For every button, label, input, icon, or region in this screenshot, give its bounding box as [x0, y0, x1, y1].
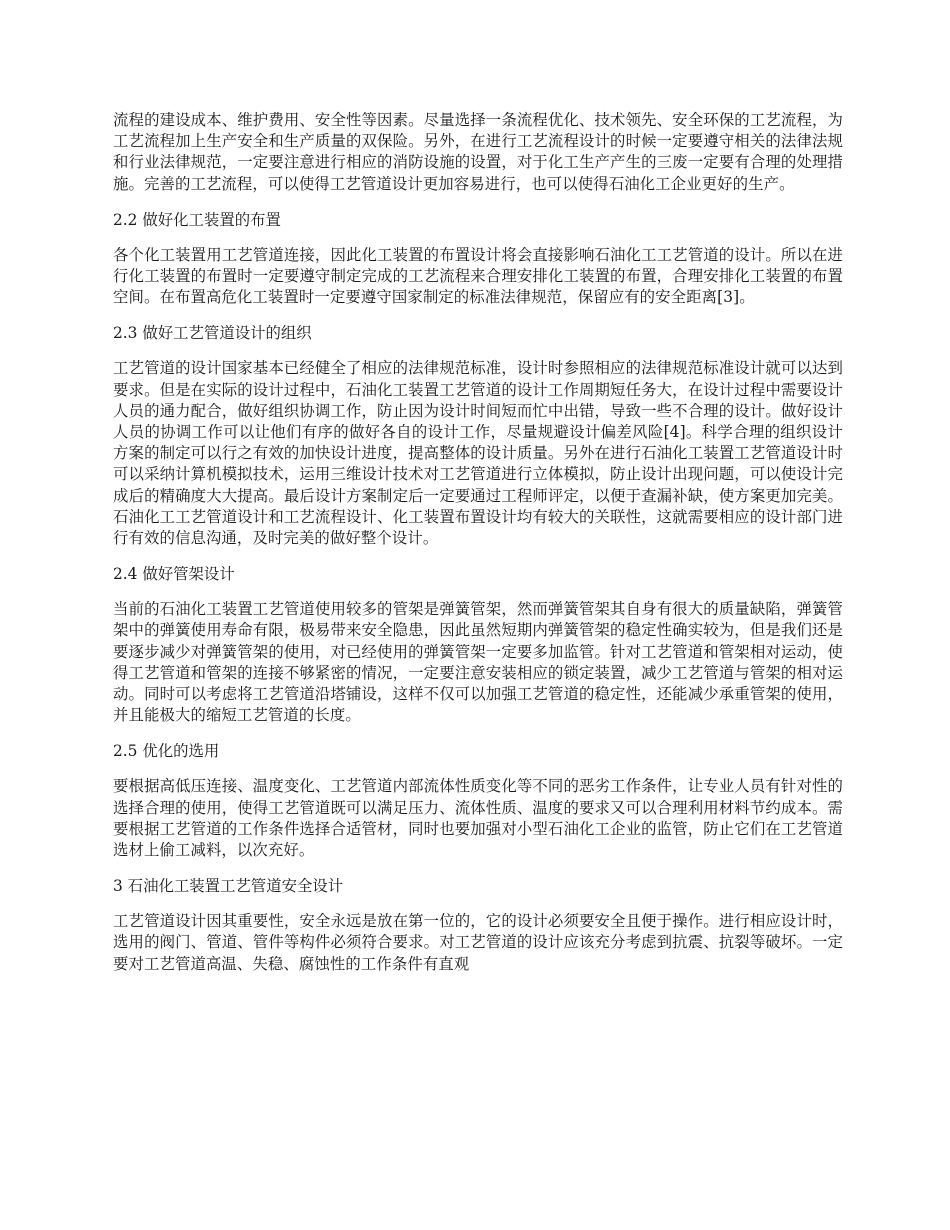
- heading-2-2: 2.2 做好化工装置的布置: [113, 210, 281, 229]
- paragraph-2-2: 各个化工装置用工艺管道连接，因此化工装置的布置设计将会直接影响石油化工工艺管道的设计。所以在进行化工装置的布置时一定要遵守制定完成的工艺流程来合理安排化工装置的布置，合理安排化工装置的布置空间。在布置高危化工装置时一定要遵守国家制定的标准法律规范，保留应有的安全距离[3]。: [113, 245, 843, 307]
- paragraph-2-4: 当前的石油化工装置工艺管道使用较多的管架是弹簧管架，然而弹簧管架其自身有很大的质量缺陷，弹簧管架中的弹簧使用寿命有限，极易带来安全隐患，因此虽然短期内弹簧管架的稳定性确实较为，但是我们还是要逐步减少对弹簧管架的使用，对已经使用的弹簧管架一定要多加监管。针对工艺管道和管架相对运动，使得工艺管道和管架的连接不够紧密的情况，一定要注意安装相应的锁定装置，减少工艺管道与管架的相对运动。同时可以考虑将工艺管道沿塔铺设，这样不仅可以加强工艺管道的稳定性，还能减少承重管架的使用，并且能极大的缩短工艺管道的长度。: [113, 600, 843, 725]
- paragraph-2-3: 工艺管道的设计国家基本已经健全了相应的法律规范标准，设计时参照相应的法律规范标准设计就可以达到要求。但是在实际的设计过程中，石油化工装置工艺管道的设计工作周期短任务大，在设计过程中需要设计人员的通力配合，做好组织协调工作，防止因为设计时间短而忙中出错，导致一些不合理的设计。做好设计人员的协调工作可以让他们有序的做好各自的设计工作，尽量规避设计偏差风险[4]。科学合理的组织设计方案的制定可以行之有效的加快设计进度，提高整体的设计质量。另外在进行石油化工装置工艺管道设计时可以采纳计算机模拟技术，运用三维设计技术对工艺管道进行立体模拟，防止设计出现问题，可以使设计完成后的精确度大大提高。最后设计方案制定后一定要通过工程师评定，以便于查漏补缺，使方案更加完美。石油化工工艺管道设计和工艺流程设计、化工装置布置设计均有较大的关联性，这就需要相应的设计部门进行有效的信息沟通，及时完美的做好整个设计。: [113, 359, 843, 548]
- heading-3: 3 石油化工装置工艺管道安全设计: [113, 877, 344, 896]
- document-page: [113, 110, 843, 990]
- paragraph-2-5: 要根据高低压连接、温度变化、工艺管道内部流体性质变化等不同的恶劣工作条件，让专业人员有针对性的选择合理的使用，使得工艺管道既可以满足压力、流体性质、温度的要求又可以合理利用材料节约成本。需要根据工艺管道的工作条件选择合适管材，同时也要加强对小型石油化工企业的监管，防止它们在工艺管道选材上偷工减料，以次充好。: [113, 777, 843, 860]
- paragraph-3: 工艺管道设计因其重要性，安全永远是放在第一位的，它的设计必须要安全且便于操作。进行相应设计时，选用的阀门、管道、管件等构件必须符合要求。对工艺管道的设计应该充分考虑到抗震、抗裂等破坏。一定要对工艺管道高温、失稳、腐蚀性的工作条件有直观: [113, 912, 843, 973]
- heading-2-3: 2.3 做好工艺管道设计的组织: [113, 324, 312, 343]
- heading-2-4: 2.4 做好管架设计: [113, 565, 235, 584]
- heading-2-5: 2.5 优化的选用: [113, 742, 220, 761]
- paragraph-intro: 流程的建设成本、维护费用、安全性等因素。尽量选择一条流程优化、技术领先、安全环保的工艺流程，为工艺流程加上生产安全和生产质量的双保险。另外，在进行工艺流程设计的时候一定要遵守相关的法律法规和行业法律规范，一定要注意进行相应的消防设施的设置，对于化工生产产生的三废一定要有合理的处理措施。完善的工艺流程，可以使得工艺管道设计更加容易进行，也可以使得石油化工企业更好的生产。: [113, 111, 843, 193]
